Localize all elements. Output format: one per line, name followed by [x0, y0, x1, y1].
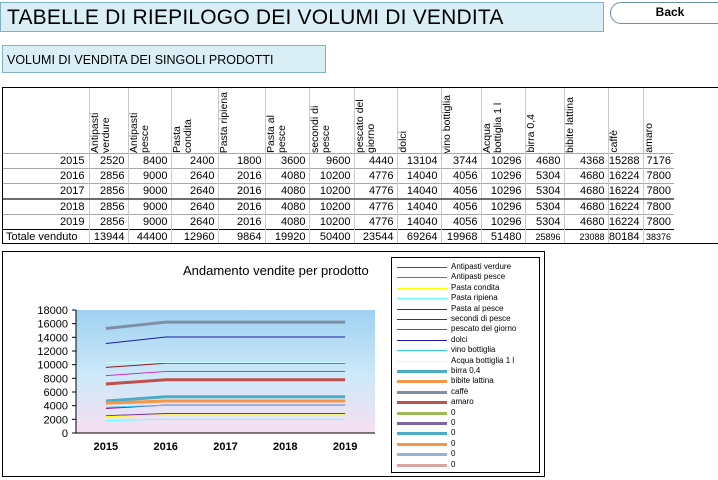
table-cell: 4440 [354, 154, 397, 169]
section-title-box [2, 45, 326, 73]
total-cell: 13944 [89, 230, 128, 245]
table-cell: 16224 [608, 199, 643, 215]
x-tick-label: 2016 [153, 441, 178, 453]
table-header-row [3, 88, 674, 154]
table-cell: 2640 [171, 215, 218, 230]
legend-item [392, 418, 541, 427]
column-header-label: secondi di pesce [308, 105, 332, 153]
legend-item [392, 324, 541, 333]
table-cell: 4368 [564, 154, 608, 169]
legend-item [392, 460, 541, 469]
table-cell: 4056 [441, 215, 481, 230]
table-cell: 10200 [309, 199, 354, 215]
legend-swatch [397, 391, 447, 394]
legend-item [392, 408, 541, 417]
legend-swatch [397, 401, 447, 404]
column-header [643, 88, 674, 154]
legend-item [392, 439, 541, 448]
column-header [354, 88, 397, 154]
table-row [3, 184, 674, 200]
column-header-label: dolci [396, 131, 409, 153]
table-cell: 10296 [481, 199, 525, 215]
table-cell: 10296 [481, 169, 525, 184]
column-header [89, 88, 128, 154]
table-cell: 5304 [525, 184, 564, 200]
legend-label: 0 [451, 449, 456, 459]
legend-label: caffè [451, 386, 469, 396]
column-header [265, 88, 309, 154]
chart-legend [391, 257, 540, 473]
legend-label: Antipasti verdure [451, 262, 512, 271]
table-cell: 9000 [128, 184, 171, 200]
column-header-label: vino bottiglia [440, 94, 453, 153]
legend-swatch [397, 464, 447, 467]
legend-item [392, 272, 541, 281]
page-title-box [0, 2, 604, 32]
legend-item [392, 397, 541, 406]
total-cell: 19968 [441, 230, 481, 245]
table-cell: 4680 [564, 215, 608, 230]
legend-label: 0 [451, 407, 456, 417]
table-cell: 2856 [89, 199, 128, 215]
x-tick-label: 2017 [213, 441, 238, 453]
table-cell: 10200 [309, 184, 354, 200]
column-header-label: caffè [607, 130, 620, 153]
column-header [218, 88, 265, 154]
column-header-label: Acqua bottiglia 1 l [480, 102, 504, 153]
x-tick-label: 2019 [332, 441, 358, 453]
table-cell: 4080 [265, 215, 309, 230]
table-cell: 10296 [481, 215, 525, 230]
legend-label: 0 [451, 418, 456, 427]
column-header [397, 88, 441, 154]
sales-table-grid [3, 88, 674, 244]
y-tick-label: 4000 [43, 400, 68, 413]
total-label: Totale venduto [3, 230, 89, 245]
legend-swatch [397, 309, 447, 310]
table-cell: 3744 [441, 154, 481, 169]
table-cell: 14040 [397, 169, 441, 184]
legend-swatch [397, 340, 447, 341]
table-cell: 14040 [397, 184, 441, 200]
legend-item [392, 356, 541, 365]
table-cell: 10200 [309, 215, 354, 230]
total-cell: 38376 [643, 230, 674, 245]
table-cell: 7800 [643, 215, 674, 230]
chart-title: Andamento vendite per prodotto [183, 263, 369, 278]
row-year: 2018 [3, 199, 89, 215]
sales-chart [2, 251, 545, 477]
table-cell: 14040 [397, 199, 441, 215]
table-row [3, 154, 674, 169]
column-header-label: amaro [642, 123, 655, 153]
table-cell: 4056 [441, 199, 481, 215]
table-row [3, 169, 674, 184]
legend-label: dolci [451, 334, 468, 344]
legend-item [392, 449, 541, 458]
table-cell: 4080 [265, 169, 309, 184]
legend-label: secondi di pesce [451, 314, 511, 323]
table-cell: 13104 [397, 154, 441, 169]
column-header-label: bibite lattina [563, 96, 576, 153]
table-cell: 2016 [218, 184, 265, 200]
table-cell: 14040 [397, 215, 441, 230]
table-cell: 2640 [171, 184, 218, 200]
row-year: 2019 [3, 215, 89, 230]
table-cell: 4776 [354, 184, 397, 200]
legend-item [392, 283, 541, 292]
table-cell: 8400 [128, 154, 171, 169]
table-cell: 2016 [218, 169, 265, 184]
row-year: 2016 [3, 169, 89, 184]
column-header [564, 88, 608, 154]
column-header-label: Pasta al pesce [264, 115, 288, 153]
legend-swatch [397, 453, 447, 456]
total-cell: 80184 [608, 230, 643, 245]
legend-label: birra 0,4 [451, 366, 481, 375]
x-tick-label: 2015 [93, 441, 119, 453]
column-header [441, 88, 481, 154]
column-header [309, 88, 354, 154]
legend-label: vino bottiglia [451, 345, 496, 355]
table-row [3, 215, 674, 230]
table-cell: 2400 [171, 154, 218, 169]
table-cell: 4680 [564, 199, 608, 215]
table-cell: 5304 [525, 169, 564, 184]
total-cell: 23544 [354, 230, 397, 245]
column-header-label: Antipasti verdure [88, 112, 112, 153]
legend-label: bibite lattina [451, 376, 494, 386]
x-tick-label: 2018 [273, 441, 298, 453]
legend-item [392, 293, 541, 302]
table-cell: 5304 [525, 199, 564, 215]
legend-item [392, 345, 541, 354]
table-cell: 2640 [171, 199, 218, 215]
y-tick-label: 12000 [37, 346, 68, 358]
total-cell: 19920 [265, 230, 309, 245]
table-cell: 9000 [128, 169, 171, 184]
legend-swatch [397, 288, 447, 289]
table-cell: 16224 [608, 184, 643, 200]
table-cell: 2856 [89, 184, 128, 200]
total-cell: 69264 [397, 230, 441, 245]
y-tick-label: 18000 [37, 305, 68, 317]
row-year: 2017 [3, 184, 89, 200]
table-cell: 2016 [218, 199, 265, 215]
table-cell: 10296 [481, 154, 525, 169]
legend-item [392, 262, 541, 271]
column-header [128, 88, 171, 154]
legend-item [392, 376, 541, 385]
legend-swatch [397, 443, 447, 446]
y-tick-label: 16000 [37, 318, 68, 331]
total-cell: 50400 [309, 230, 354, 245]
total-cell: 9864 [218, 230, 265, 245]
table-cell: 1800 [218, 154, 265, 169]
column-header [525, 88, 564, 154]
y-tick-label: 2000 [43, 414, 68, 427]
column-header-label: Antipasti pesce [127, 112, 151, 153]
table-cell: 9000 [128, 199, 171, 215]
total-cell: 25896 [525, 230, 564, 245]
legend-label: amaro [451, 397, 474, 407]
total-cell: 23088 [564, 230, 608, 245]
column-header [171, 88, 218, 154]
legend-item [392, 314, 541, 323]
legend-item [392, 335, 541, 344]
table-cell: 7800 [643, 169, 674, 184]
legend-label: Pasta al pesce [451, 303, 504, 313]
table-cell: 4680 [564, 184, 608, 200]
row-year: 2015 [3, 154, 89, 169]
y-tick-label: 8000 [43, 373, 68, 386]
table-cell: 9600 [309, 154, 354, 169]
table-cell: 2640 [171, 169, 218, 184]
y-tick-label: 10000 [37, 359, 68, 372]
legend-item [392, 366, 541, 375]
legend-label: Pasta condita [451, 282, 500, 292]
column-header-label: Pasta ripiena [217, 91, 230, 153]
chart-plot-area [3, 252, 388, 476]
legend-swatch [397, 277, 447, 278]
table-cell: 4080 [265, 199, 309, 215]
table-cell: 7800 [643, 199, 674, 215]
legend-label: 0 [451, 438, 456, 448]
table-cell: 4056 [441, 184, 481, 200]
legend-swatch [397, 319, 447, 320]
total-cell: 51480 [481, 230, 525, 245]
table-cell: 16224 [608, 169, 643, 184]
column-header-label: pescato del giorno [353, 99, 377, 153]
total-cell: 44400 [128, 230, 171, 245]
table-cell: 10200 [309, 169, 354, 184]
legend-label: pescato del giorno [451, 324, 517, 334]
table-cell: 4056 [441, 169, 481, 184]
table-cell: 4680 [564, 169, 608, 184]
sales-table [2, 87, 718, 244]
total-cell: 12960 [171, 230, 218, 245]
table-cell: 4776 [354, 215, 397, 230]
legend-swatch [397, 350, 447, 351]
legend-swatch [397, 422, 447, 425]
legend-label: 0 [451, 459, 456, 469]
table-cell: 5304 [525, 215, 564, 230]
column-header-label: Pasta condita [170, 119, 194, 153]
legend-swatch [397, 370, 447, 373]
table-cell: 7176 [643, 154, 674, 169]
column-header [608, 88, 643, 154]
table-cell: 4080 [265, 184, 309, 200]
table-cell: 15288 [608, 154, 643, 169]
legend-label: 0 [451, 428, 456, 438]
section-title: VOLUMI DI VENDITA DEI SINGOLI PRODOTTI [7, 53, 274, 67]
y-tick-label: 6000 [43, 387, 68, 399]
y-tick-label: 0 [61, 428, 68, 440]
table-cell: 2016 [218, 215, 265, 230]
column-header-label: birra 0,4 [524, 114, 537, 153]
legend-swatch [397, 267, 447, 268]
table-corner [3, 88, 89, 154]
table-cell: 16224 [608, 215, 643, 230]
table-cell: 7800 [643, 184, 674, 200]
legend-label: Pasta ripiena [451, 293, 498, 303]
y-tick-label: 14000 [37, 332, 68, 345]
legend-item [392, 428, 541, 437]
legend-item [392, 387, 541, 396]
table-cell: 2856 [89, 215, 128, 230]
table-cell: 2520 [89, 154, 128, 169]
back-button[interactable]: Back [610, 2, 718, 24]
total-row [3, 230, 674, 245]
legend-item [392, 304, 541, 313]
table-cell: 9000 [128, 215, 171, 230]
table-cell: 4680 [525, 154, 564, 169]
table-cell: 3600 [265, 154, 309, 169]
legend-swatch [397, 380, 447, 383]
legend-swatch [397, 432, 447, 435]
legend-swatch [397, 298, 447, 299]
column-header [481, 88, 525, 154]
page-title: TABELLE DI RIEPILOGO DEI VOLUMI DI VENDITA [7, 6, 504, 29]
table-cell: 10296 [481, 184, 525, 200]
legend-swatch [397, 412, 447, 415]
legend-swatch [397, 361, 447, 362]
legend-label: Acqua bottiglia 1 l [451, 355, 515, 365]
table-cell: 4776 [354, 199, 397, 215]
table-cell: 2856 [89, 169, 128, 184]
legend-label: Antipasti pesce [451, 272, 506, 282]
table-row [3, 199, 674, 215]
table-cell: 4776 [354, 169, 397, 184]
legend-swatch [397, 329, 447, 330]
